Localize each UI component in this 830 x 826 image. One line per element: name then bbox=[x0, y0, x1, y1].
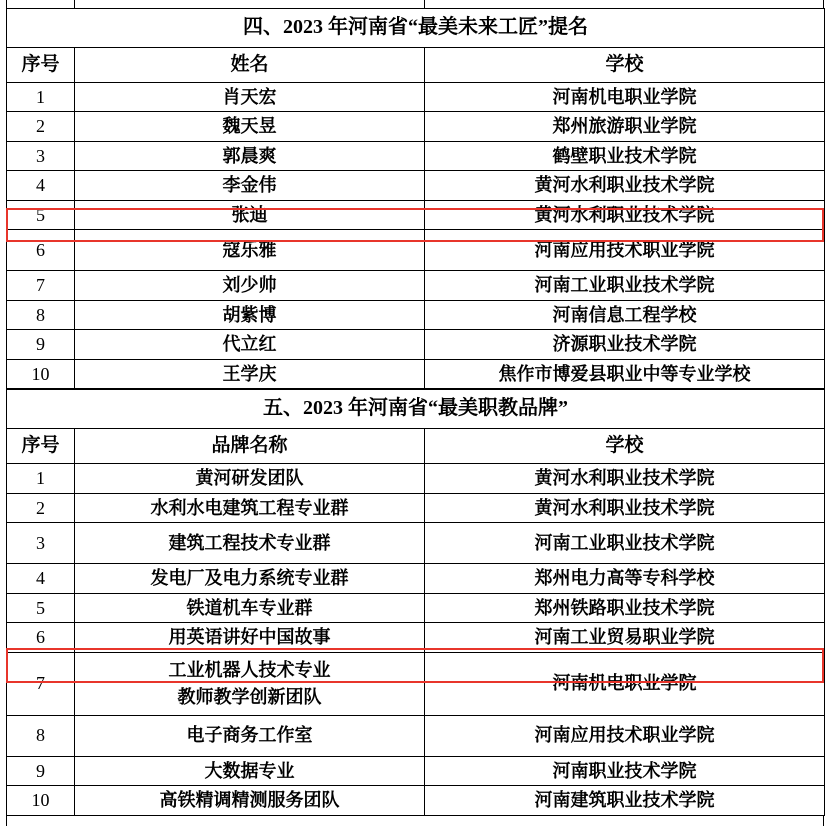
section-5-header-row bbox=[7, 429, 825, 464]
row-brand-name: 建筑工程技术专业群 bbox=[75, 523, 425, 564]
table-row-highlighted bbox=[7, 715, 825, 756]
row-brand-name: 电子商务工作室 bbox=[75, 715, 425, 756]
row-no: 4 bbox=[7, 564, 75, 594]
row-school: 河南建筑职业技术学院 bbox=[425, 786, 825, 816]
table-bottom-partial-row bbox=[6, 816, 824, 826]
header-school: 学校 bbox=[425, 429, 825, 464]
row-name: 肖天宏 bbox=[75, 82, 425, 112]
table-row bbox=[7, 171, 825, 201]
table-row-highlighted bbox=[7, 230, 825, 271]
row-no: 10 bbox=[7, 359, 75, 389]
row-name: 李金伟 bbox=[75, 171, 425, 201]
table-row bbox=[7, 593, 825, 623]
section-4-title: 四、2023 年河南省“最美未来工匠”提名 bbox=[7, 9, 825, 48]
section-title-row bbox=[7, 390, 825, 429]
header-no: 序号 bbox=[7, 429, 75, 464]
row-brand-name bbox=[75, 652, 425, 715]
row-no: 7 bbox=[7, 271, 75, 301]
row-no: 4 bbox=[7, 171, 75, 201]
section-5-title: 五、2023 年河南省“最美职教品牌” bbox=[7, 390, 825, 429]
row-school: 河南机电职业学院 bbox=[425, 652, 825, 715]
row-school: 鹤壁职业技术学院 bbox=[425, 141, 825, 171]
row-school: 黄河水利职业技术学院 bbox=[425, 171, 825, 201]
row-no: 9 bbox=[7, 330, 75, 360]
row-no: 2 bbox=[7, 112, 75, 142]
table-section-5 bbox=[6, 389, 825, 815]
header-name: 姓名 bbox=[75, 48, 425, 83]
row-brand-name: 铁道机车专业群 bbox=[75, 593, 425, 623]
row-school: 黄河水利职业技术学院 bbox=[425, 464, 825, 494]
row-school: 郑州铁路职业技术学院 bbox=[425, 593, 825, 623]
row-no: 1 bbox=[7, 464, 75, 494]
row-name: 寇乐雅 bbox=[75, 230, 425, 271]
row-brand-name: 高铁精调精测服务团队 bbox=[75, 786, 425, 816]
table-row bbox=[7, 652, 825, 715]
row-school: 焦作市博爱县职业中等专业学校 bbox=[425, 359, 825, 389]
row-no: 5 bbox=[7, 593, 75, 623]
row-name: 胡紫博 bbox=[75, 300, 425, 330]
row-school: 郑州旅游职业学院 bbox=[425, 112, 825, 142]
row-no: 3 bbox=[7, 141, 75, 171]
row-no: 8 bbox=[7, 300, 75, 330]
row-no: 2 bbox=[7, 493, 75, 523]
row-no: 9 bbox=[7, 756, 75, 786]
row-brand-name: 水利水电建筑工程专业群 bbox=[75, 493, 425, 523]
row-name: 魏天昱 bbox=[75, 112, 425, 142]
table-row bbox=[7, 786, 825, 816]
table-row bbox=[7, 493, 825, 523]
row-no: 6 bbox=[7, 623, 75, 653]
table-row bbox=[7, 271, 825, 301]
row-no: 1 bbox=[7, 82, 75, 112]
row-school: 河南应用技术职业学院 bbox=[425, 715, 825, 756]
row-school: 河南工业职业技术学院 bbox=[425, 271, 825, 301]
row-no: 6 bbox=[7, 230, 75, 271]
row-name: 张迪 bbox=[75, 200, 425, 230]
table-row bbox=[7, 82, 825, 112]
row-school: 河南机电职业学院 bbox=[425, 82, 825, 112]
table-row bbox=[7, 200, 825, 230]
table-row bbox=[7, 623, 825, 653]
row-no: 7 bbox=[7, 652, 75, 715]
table-row bbox=[7, 359, 825, 389]
row-brand-name: 黄河研发团队 bbox=[75, 464, 425, 494]
row-no: 10 bbox=[7, 786, 75, 816]
table-row bbox=[7, 112, 825, 142]
section-4-header-row bbox=[7, 48, 825, 83]
row-brand-name: 大数据专业 bbox=[75, 756, 425, 786]
row-no: 3 bbox=[7, 523, 75, 564]
row-name: 刘少帅 bbox=[75, 271, 425, 301]
row-no: 5 bbox=[7, 200, 75, 230]
section-title-row bbox=[7, 9, 825, 48]
table-row bbox=[7, 756, 825, 786]
header-no: 序号 bbox=[7, 48, 75, 83]
row-school: 河南信息工程学校 bbox=[425, 300, 825, 330]
row-school: 黄河水利职业技术学院 bbox=[425, 200, 825, 230]
header-brand-name: 品牌名称 bbox=[75, 429, 425, 464]
table-row bbox=[7, 464, 825, 494]
table-row bbox=[7, 141, 825, 171]
row-name: 代立红 bbox=[75, 330, 425, 360]
table-row bbox=[7, 330, 825, 360]
row-no: 8 bbox=[7, 715, 75, 756]
row-school: 黄河水利职业技术学院 bbox=[425, 493, 825, 523]
table-section-4 bbox=[6, 8, 825, 389]
table-top-partial-row bbox=[6, 0, 824, 8]
row-school: 济源职业技术学院 bbox=[425, 330, 825, 360]
row-brand-name-line2: 教师教学创新团队 bbox=[177, 686, 322, 707]
table-row bbox=[7, 564, 825, 594]
table-row bbox=[7, 300, 825, 330]
row-school: 河南工业职业技术学院 bbox=[425, 523, 825, 564]
row-name: 郭晨爽 bbox=[75, 141, 425, 171]
table-row bbox=[7, 523, 825, 564]
row-name: 王学庆 bbox=[75, 359, 425, 389]
header-school: 学校 bbox=[425, 48, 825, 83]
row-brand-name-line1: 工业机器人技术专业 bbox=[168, 660, 331, 681]
row-school: 河南应用技术职业学院 bbox=[425, 230, 825, 271]
row-brand-name: 用英语讲好中国故事 bbox=[75, 623, 425, 653]
row-school: 郑州电力高等专科学校 bbox=[425, 564, 825, 594]
row-brand-name: 发电厂及电力系统专业群 bbox=[75, 564, 425, 594]
row-school: 河南工业贸易职业学院 bbox=[425, 623, 825, 653]
row-school: 河南职业技术学院 bbox=[425, 756, 825, 786]
